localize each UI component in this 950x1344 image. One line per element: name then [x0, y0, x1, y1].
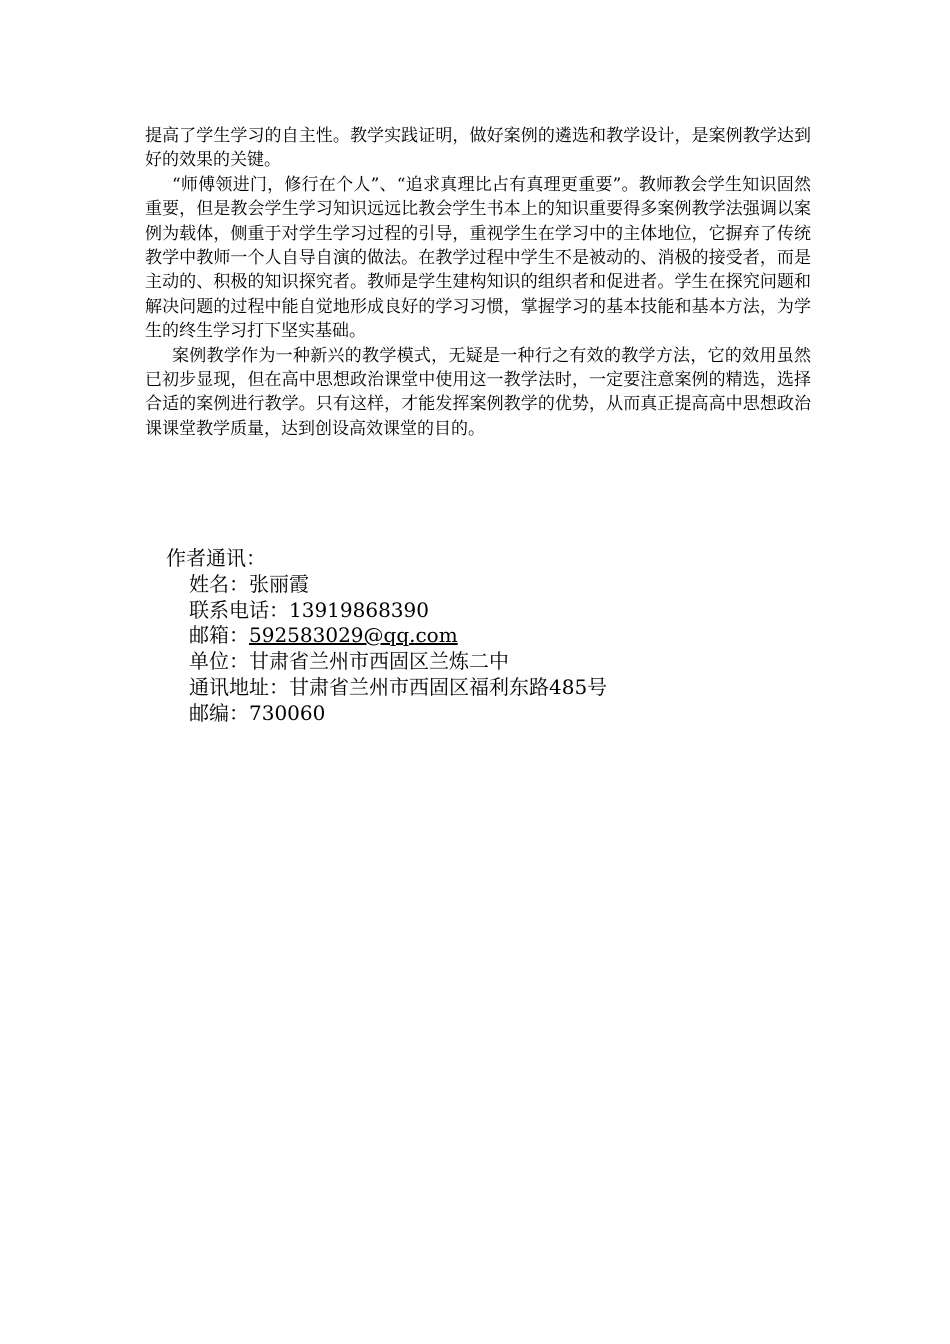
paragraph-3: 案例教学作为一种新兴的教学模式，无疑是一种行之有效的教学方法，它的效用虽然已初步显现，但在高中思想政治课堂中使用这一教学法时，一定要注意案例的精选，选择合适的案例进行教学。只有这样，才能发挥案例教学的优势，从而真正提高高中思想政治课课堂教学质量，达到创设高效课堂的目的。 [145, 345, 811, 439]
contact-address-line [166, 675, 607, 701]
contact-phone-line [166, 598, 607, 624]
paragraph-1: 提高了学生学习的自主性。教学实践证明，做好案例的遴选和教学设计，是案例教学达到好的效果的关键。 [145, 126, 811, 171]
body-text [145, 124, 811, 441]
name-label: 姓名： [189, 571, 249, 596]
contact-unit-line [166, 649, 607, 675]
address-value: 甘肃省兰州市西固区福利东路485号 [289, 674, 608, 699]
contact-postcode-line [166, 701, 607, 727]
paragraph-2: “师傅领进门，修行在个人”、“追求真理比占有真理更重要”。教师教会学生知识固然重要，但是教会学生学习知识远远比教会学生书本上的知识重要得多案例教学法强调以案例为载体，侧重于对学生学习过程的引导，重视学生在学习中的主体地位，它摒弃了传统教学中教师一个人自导自演的做法。在教学过程中学生不是被动的、消极的接受者，而是主动的、积极的知识探究者。教师是学生建构知识的组织者和促进者。学生在探究问题和解决问题的过程中能自觉地形成良好的学习习惯，掌握学习的基本技能和基本方法，为学生的终生学习打下坚实基础。 [145, 174, 811, 342]
name-value: 张丽霞 [249, 571, 309, 596]
author-contact [166, 546, 607, 727]
postcode-label: 邮编： [189, 700, 249, 725]
phone-label: 联系电话： [189, 597, 289, 622]
email-label: 邮箱： [189, 623, 249, 648]
unit-value: 甘肃省兰州市西固区兰炼二中 [249, 649, 509, 674]
postcode-value: 730060 [249, 700, 326, 725]
contact-heading: 作者通讯： [166, 546, 266, 570]
contact-name-line [166, 572, 607, 598]
email-link[interactable]: 592583029@qq.com [249, 623, 458, 648]
phone-value: 13919868390 [289, 597, 429, 622]
address-label: 通讯地址： [189, 674, 289, 699]
unit-label: 单位： [189, 649, 249, 674]
contact-email-line [166, 623, 607, 649]
